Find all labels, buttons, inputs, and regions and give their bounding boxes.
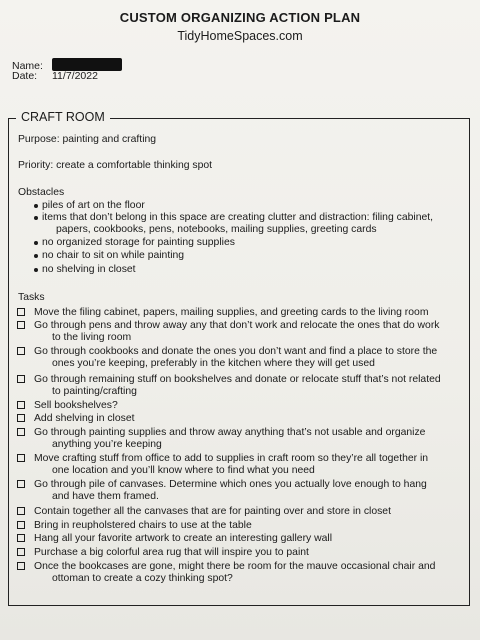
- task-checkbox[interactable]: [17, 375, 25, 383]
- obstacle-item-continued: papers, cookbooks, pens, notebooks, mailing supplies, greeting cards: [56, 224, 377, 235]
- task-item: Move the filing cabinet, papers, mailing supplies, and greeting cards to the living room: [34, 307, 468, 319]
- task-checkbox[interactable]: [17, 428, 25, 436]
- obstacles-label: Obstacles: [18, 187, 65, 198]
- task-checkbox[interactable]: [17, 521, 25, 529]
- obstacle-item: piles of art on the floor: [42, 200, 145, 211]
- task-checkbox[interactable]: [17, 454, 25, 462]
- task-checkbox[interactable]: [17, 401, 25, 409]
- obstacle-item: no chair to sit on while painting: [42, 250, 185, 261]
- task-checkbox[interactable]: [17, 507, 25, 515]
- task-item: Bring in reupholstered chairs to use at the table: [34, 520, 468, 532]
- task-checkbox[interactable]: [17, 347, 25, 355]
- task-item: Hang all your favorite artwork to create an interesting gallery wall: [34, 533, 468, 545]
- task-checkbox[interactable]: [17, 308, 25, 316]
- document-title: CUSTOM ORGANIZING ACTION PLAN: [119, 10, 361, 25]
- obstacle-item: no organized storage for painting supplies: [42, 237, 235, 248]
- task-item: Add shelving in closet: [34, 413, 468, 425]
- website-subtitle: TidyHomeSpaces.com: [177, 29, 303, 43]
- task-item: Move crafting stuff from office to add to supplies in craft room so they’re all together in one location and you’ll know where to find what you need: [34, 453, 468, 478]
- priority-line: Priority: create a comfortable thinking spot: [18, 160, 213, 171]
- task-item: Purchase a big colorful area rug that will inspire you to paint: [34, 547, 468, 559]
- task-item: Go through pens and throw away any that don’t work and relocate the ones that do work to the living room: [34, 320, 468, 345]
- task-item: Go through painting supplies and throw away anything that’s not usable and organize anything you’re keeping: [34, 427, 468, 452]
- tasks-label: Tasks: [18, 292, 45, 303]
- task-item: Go through remaining stuff on bookshelves and donate or relocate stuff that’s not related to painting/crafting: [34, 374, 468, 399]
- task-checkbox[interactable]: [17, 534, 25, 542]
- task-item: Go through cookbooks and donate the ones you don’t want and find a place to store the ones you’re keeping, preferably in the kitchen where they will get used: [34, 346, 468, 371]
- purpose-line: Purpose: painting and crafting: [18, 134, 157, 145]
- task-item: Contain together all the canvases that are for painting over and store in closet: [34, 506, 468, 518]
- date-label: Date:: [12, 70, 38, 82]
- date-value: 11/7/2022: [52, 70, 98, 82]
- task-checkbox[interactable]: [17, 414, 25, 422]
- task-checkbox[interactable]: [17, 321, 25, 329]
- task-checkbox[interactable]: [17, 480, 25, 488]
- task-item: Go through pile of canvases. Determine which ones you actually love enough to hang and have them framed.: [34, 479, 468, 504]
- section-title: CRAFT ROOM: [16, 110, 110, 124]
- task-item: Once the bookcases are gone, might there be room for the mauve occasional chair and ottoman to create a cozy thinking spot?: [34, 561, 468, 586]
- task-item: Sell bookshelves?: [34, 400, 468, 412]
- obstacle-item: items that don’t belong in this space are creating clutter and distraction: filing cabinet,: [42, 212, 434, 223]
- obstacle-item: no shelving in closet: [42, 264, 136, 275]
- task-checkbox[interactable]: [17, 548, 25, 556]
- date-row: [12, 70, 98, 82]
- name-label: Name:: [12, 60, 43, 72]
- task-checkbox[interactable]: [17, 562, 25, 570]
